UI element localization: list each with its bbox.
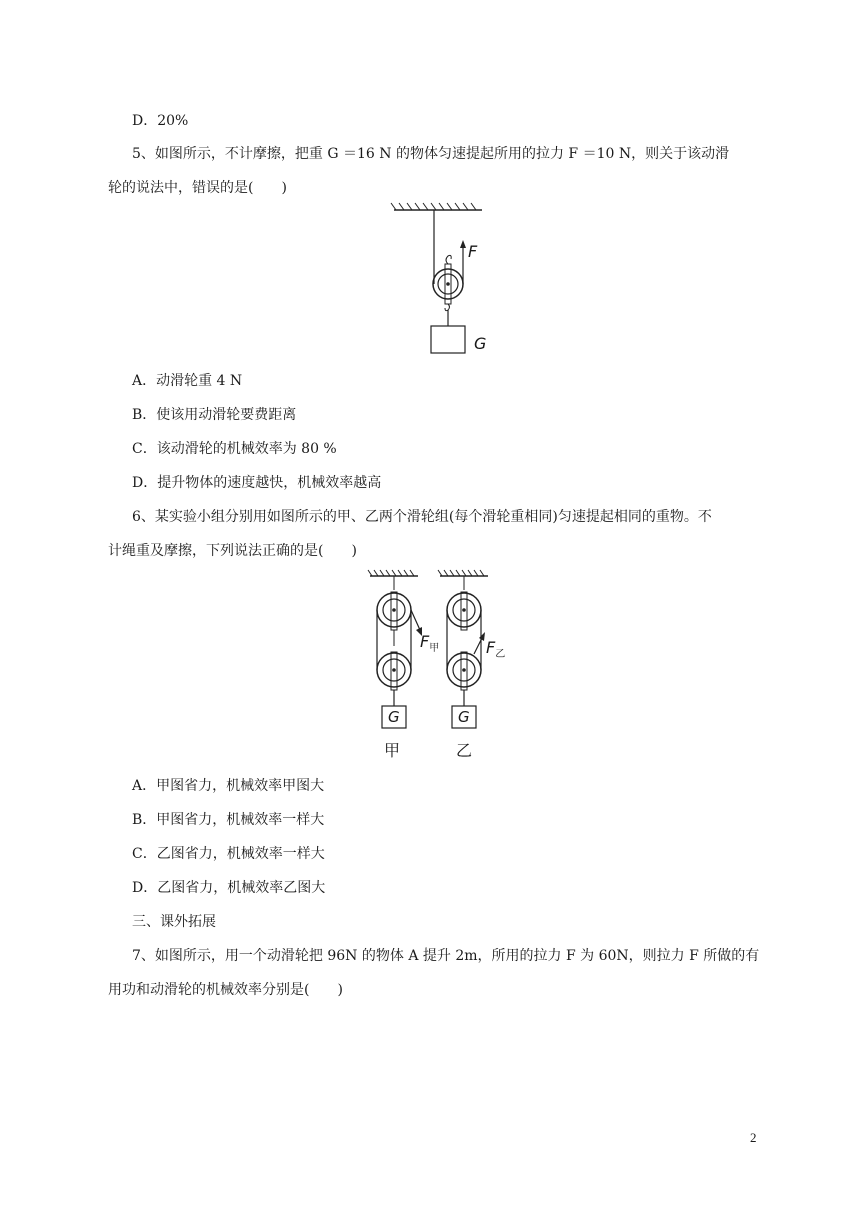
q5-option-b: B．使该用动滑轮要费距离 — [132, 407, 297, 423]
q6-option-d: D．乙图省力，机械效率乙图大 — [132, 880, 326, 896]
q5-stem-line2: 轮的说法中，错误的是( ) — [108, 180, 287, 196]
q5-weight-label: G — [474, 334, 487, 353]
q5-option-a: A．动滑轮重 4 N — [132, 373, 243, 389]
q5-force-label: F — [468, 242, 478, 261]
section3-heading: 三、课外拓展 — [132, 914, 216, 930]
q6-stem-line2: 计绳重及摩擦，下列说法正确的是( ) — [108, 543, 357, 559]
q6-stem-line1: 6、某实验小组分别用如图所示的甲、乙两个滑轮组(每个滑轮重相同)匀速提起相同的重物。不 — [132, 509, 712, 525]
q7-stem-line1: 7、如图所示，用一个动滑轮把 96N 的物体 A 提升 2m，所用的拉力 F 为 60N，则拉力 F 所做的有 — [132, 948, 760, 964]
q5-option-d: D．提升物体的速度越快，机械效率越高 — [132, 475, 382, 491]
q5-option-c: C．该动滑轮的机械效率为 80 % — [132, 441, 337, 457]
q6-force-left-label: $F_甲$ — [420, 632, 440, 655]
q5-pulley-figure — [390, 200, 500, 360]
q6-force-right-label: $F_乙$ — [486, 638, 506, 661]
page-number: 2 — [750, 1130, 757, 1145]
q4-option-d: D．20% — [132, 113, 189, 129]
pulley-blocks-diagram — [362, 566, 522, 762]
q5-stem-line1: 5、如图所示，不计摩擦，把重 G ＝16 N 的物体匀速提起所用的拉力 F ＝10 N，则关于该动滑 — [132, 146, 730, 162]
q6-option-c: C．乙图省力，机械效率一样大 — [132, 846, 325, 862]
q6-caption-left: 甲 — [384, 741, 401, 760]
q6-force-right-subscript: 乙 — [495, 649, 506, 661]
q7-stem-line2: 用功和动滑轮的机械效率分别是( ) — [108, 982, 343, 998]
q6-option-a: A．甲图省力，机械效率甲图大 — [132, 778, 325, 794]
q6-caption-right: 乙 — [456, 741, 473, 760]
q6-weight-right-label: G — [458, 708, 470, 726]
q6-pulley-blocks-figure — [362, 566, 522, 762]
q6-weight-left-label: G — [388, 708, 400, 726]
q6-force-left-subscript: 甲 — [429, 643, 440, 655]
q6-option-b: B．甲图省力，机械效率一样大 — [132, 812, 325, 828]
